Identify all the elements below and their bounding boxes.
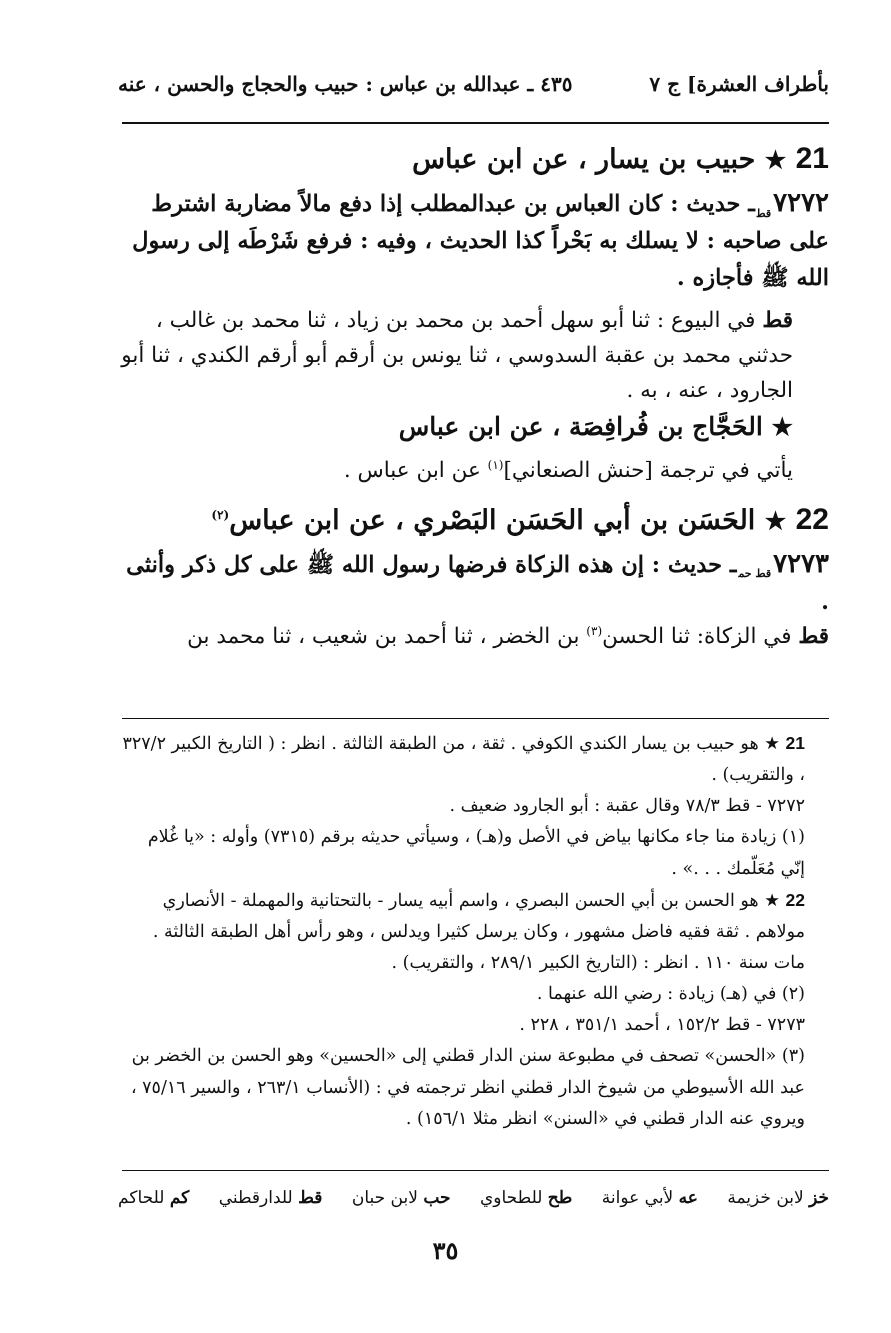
header-section: ٤٣٥ ـ عبدالله بن عباس : حبيب والحجاج والحسن ، عنه: [118, 72, 573, 96]
isnad-7272: [118, 304, 829, 408]
hadith-7273: [118, 542, 829, 621]
star-icon: ★: [771, 412, 793, 442]
isnad-7273: [118, 620, 829, 655]
hadith-line: ـ حديث : كان العباس بن عبدالمطلب إذا دفع مالاً مضاربة اشترط على: [151, 191, 829, 255]
hadith-number: ٧٢٧٣: [773, 547, 829, 578]
star-icon: ★: [764, 505, 787, 535]
footnotes: [118, 728, 829, 1135]
footnote-1: (١) زيادة منا جاء مكانها بياض في الأصل و(هـ) ، وسيأتي حديثه برقم (٧٣١٥) وأوله : «يا غُلام إنّي مُعَلّمك . . .» .: [147, 827, 805, 879]
footnote-2: (٢) في (هـ) زيادة : رضي الله عنهما .: [536, 984, 805, 1005]
legend-item: عه لأبي عوانة: [601, 1188, 698, 1208]
note-text: هو حبيب بن يسار الكندي الكوفي . ثقة ، من الطبقة الثالثة . انظر : ( التاريخ الكبير ٣٢٧/٢ ، والتقريب) .: [122, 734, 805, 786]
isnad-text: بن الخضر ، ثنا أحمد بن شعيب ، ثنا محمد بن: [187, 624, 587, 650]
hadith-7272: [118, 181, 829, 296]
running-header: [118, 72, 829, 96]
isnad-text: في الزكاة: ثنا الحسن: [602, 624, 799, 650]
note-21: [118, 728, 829, 791]
entry-name: الحَسَن بن أبي الحَسَن البَصْري ، عن ابن عباس: [229, 504, 756, 536]
note-22: [118, 885, 829, 979]
entry-name: حبيب بن يسار ، عن ابن عباس: [412, 144, 756, 175]
hadith-line: صاحبه : لا يسلك به بَحْراً كذا الحديث ، وفيه : فرفع شَرْطَه إلى رسول الله ﷺ: [132, 228, 829, 291]
legend-item: طح للطحاوي: [479, 1188, 573, 1208]
footnote-marker: (١): [487, 457, 504, 472]
hadith-number: ٧٢٧٢: [773, 187, 829, 217]
hadith-line: فأجازه .: [676, 264, 754, 291]
hadith-line: ـ حديث : إن هذه الزكاة فرضها رسول الله ﷺ على كل ذكر وأنثى .: [126, 551, 829, 615]
hajjaj-reference: [118, 454, 829, 489]
note-7272: ٧٢٧٢ - قط ٧٨/٣ وقال عقبة : أبو الجارود ضعيف .: [449, 796, 805, 817]
note-number: 22: [785, 889, 805, 910]
star-icon: ★: [764, 734, 780, 754]
source-symbol: قط حم: [738, 567, 772, 581]
header-volume: بأطراف العشرة] ج ٧: [649, 72, 829, 96]
note-7273: ٧٢٧٣ - قط ١٥٢/٢ ، أحمد ٣٥١/١ ، ٢٢٨ .: [519, 1015, 805, 1036]
reference-text: يأتي في ترجمة [حنش الصنعاني]: [503, 457, 793, 483]
entry-21-title: [118, 136, 829, 181]
entry-hajjaj-title: [118, 408, 829, 446]
legend-divider: [122, 1170, 829, 1171]
footnote-divider: [122, 718, 829, 719]
footnote-marker: (٢): [211, 507, 230, 522]
legend-item: خز لابن خزيمة: [727, 1188, 829, 1208]
page-number: ٣٥: [432, 1236, 459, 1265]
header-divider: [122, 122, 829, 124]
isnad-source: قط: [762, 307, 793, 333]
legend-item: كم للحاكم: [118, 1188, 190, 1208]
reference-tail: عن ابن عباس .: [343, 457, 488, 483]
star-icon: ★: [764, 145, 787, 174]
isnad-text: في البيوع : ثنا أبو سهل أحمد بن محمد بن زياد ، ثنا محمد بن غالب ، حدثني محمد بن عقبة السدوسي ، ثنا يونس بن أرقم أبو أرقم الكندي ، ثنا أبو الجارود ، عنه ، به .: [121, 307, 793, 403]
entry-number: 22: [795, 502, 829, 536]
footnote-marker: (٣): [586, 624, 603, 639]
entry-22-title: [118, 497, 829, 542]
legend-item: قط للدارقطني: [218, 1188, 323, 1208]
isnad-source: قط: [798, 624, 829, 650]
star-icon: ★: [764, 890, 780, 911]
entry-number: 21: [795, 142, 829, 175]
entry-name: الحَجَّاج بن فُرافِصَة ، عن ابن عباس: [398, 412, 763, 442]
legend-item: حب لابن حبان: [351, 1188, 451, 1208]
note-text: هو الحسن بن أبي الحسن البصري ، واسم أبيه يسار - بالتحتانية والمهملة - الأنصاري مولاهم . ثقة فقيه فاضل مشهور ، وكان يرسل كثيرا ويدلس ، وهو رأس أهل الطبقة الثالثة . مات سنة ١١٠ . انظر : (التاريخ الكبير ٢٨٩/١ ، والتقريب) .: [152, 890, 805, 973]
footnote-3: (٣) «الحسن» تصحف في مطبوعة سنن الدار قطني إلى «الحسين» وهو الحسن بن الخضر بن عبد الله الأسيوطي من شيوخ الدار قطني انظر ترجمته في : (الأنساب ٢٦٣/١ ، والسير ٧٥/١٦ ، ويروي عنه الدار قطني في «السنن» انظر مثلا ١٥٦/١) .: [130, 1046, 805, 1129]
abbreviation-legend: [118, 1188, 829, 1208]
note-number: 21: [785, 733, 805, 753]
source-symbol: قط: [756, 206, 772, 220]
main-text: [118, 136, 829, 655]
